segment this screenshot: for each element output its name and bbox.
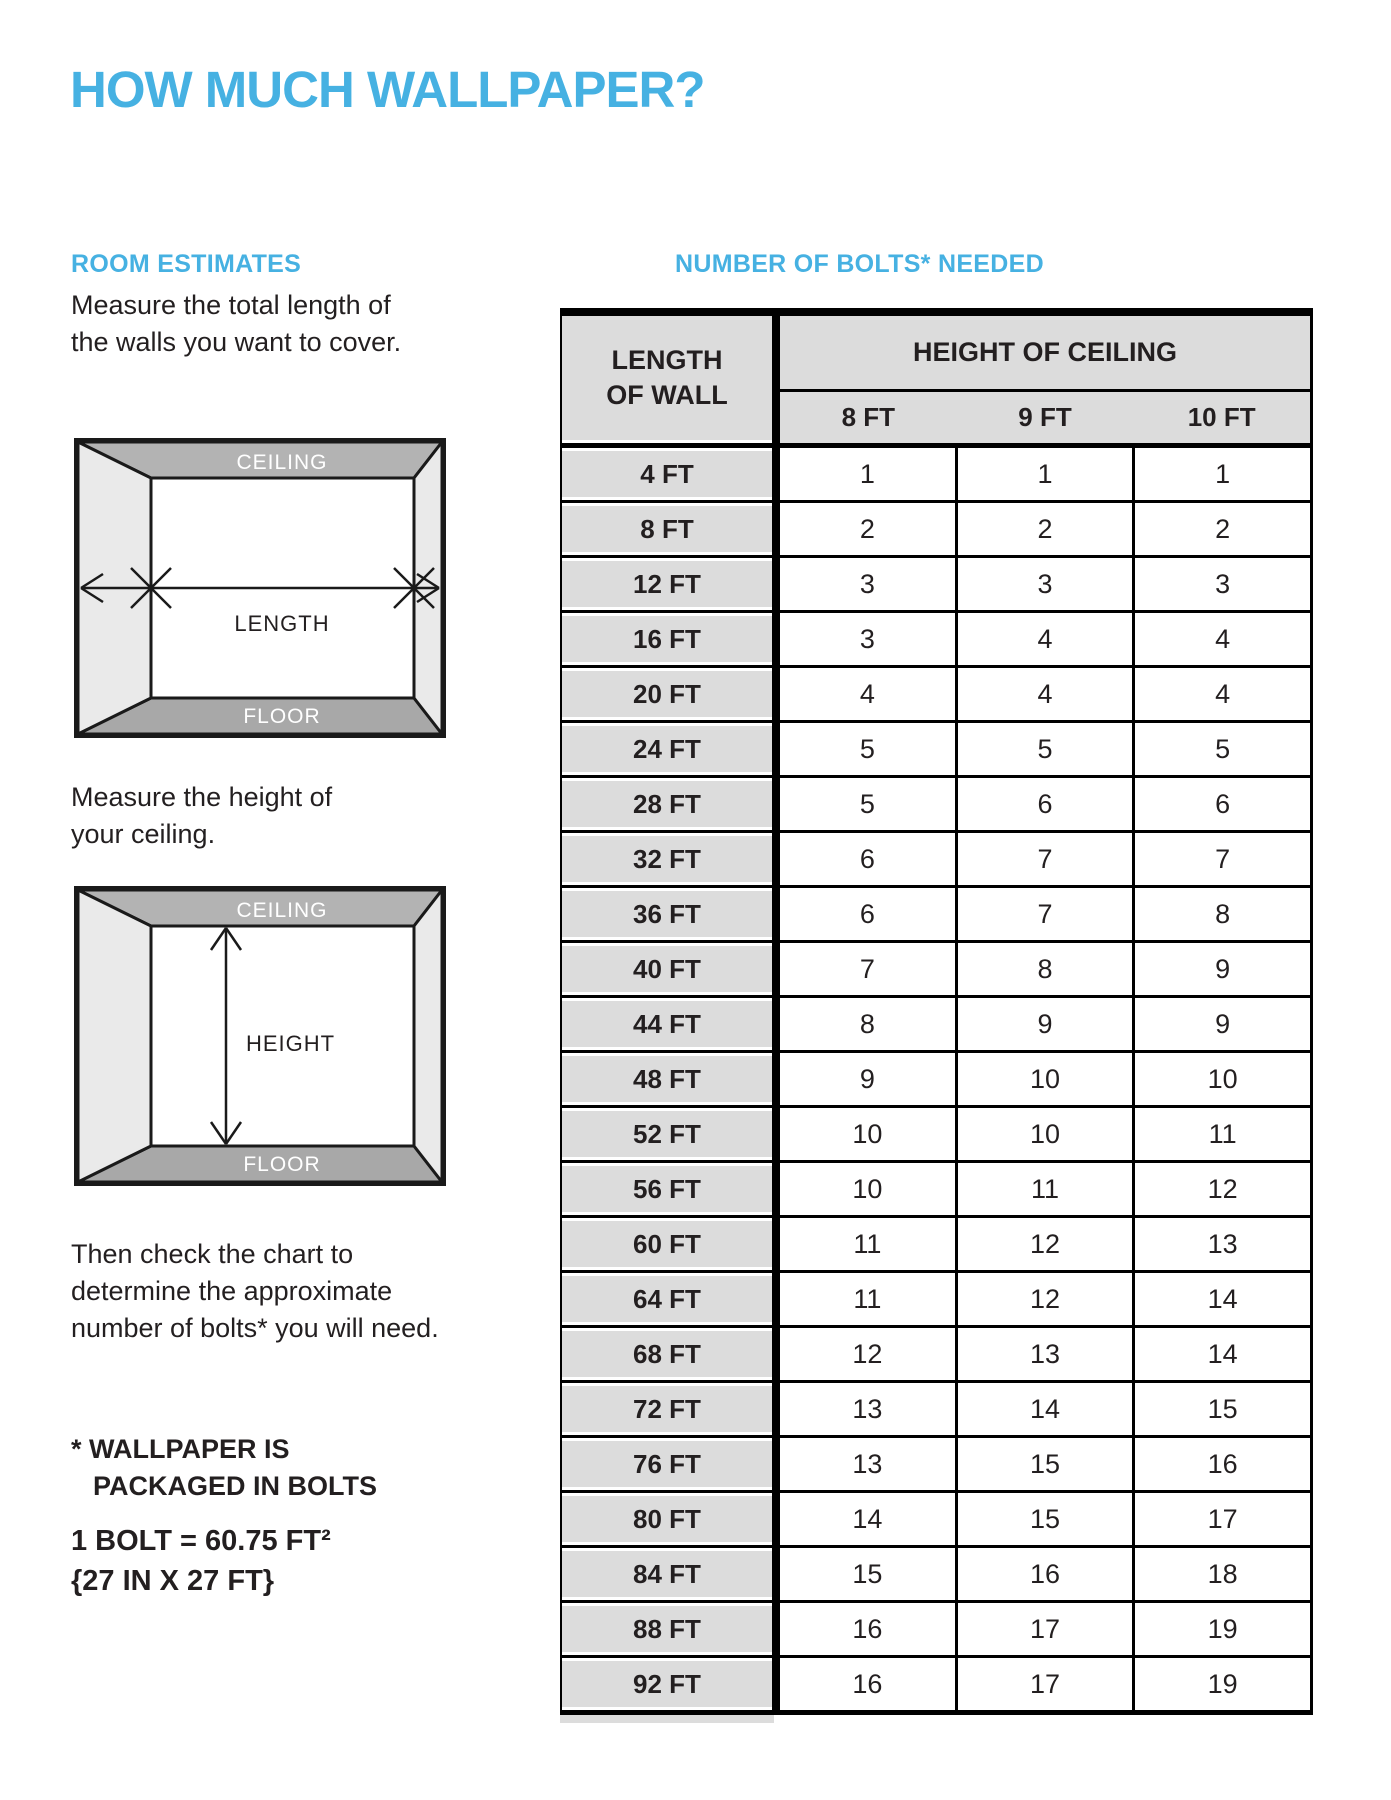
bolt-count-cell: 16 [1135, 1438, 1310, 1493]
row-label: 52 FT [562, 1111, 772, 1157]
bolt-count-cell: 8 [780, 998, 958, 1053]
bolt-count-cell: 12 [958, 1273, 1136, 1328]
row-label-cell [560, 1383, 772, 1438]
bolt-count-cell: 4 [1135, 668, 1310, 723]
bolt-count-cell: 3 [958, 558, 1136, 613]
bolt-count-cell: 9 [1135, 998, 1310, 1053]
table-row [560, 1548, 1310, 1603]
row-label: 92 FT [562, 1661, 772, 1707]
bolt-count-cell: 14 [1135, 1328, 1310, 1383]
paragraph-line: Measure the height of [71, 782, 333, 812]
bolt-count-cell: 4 [958, 668, 1136, 723]
row-label-cell [560, 668, 772, 723]
row-label-cell [560, 1053, 772, 1108]
row-label-cell [560, 1658, 772, 1710]
row-label: 60 FT [562, 1221, 772, 1267]
table-row [560, 1603, 1310, 1658]
bolt-count-cell: 9 [1135, 943, 1310, 998]
bolt-size-line2: {27 IN X 27 FT} [71, 1565, 275, 1597]
table-row [560, 448, 1310, 503]
bolt-count-cell: 2 [780, 503, 958, 558]
length-label: LENGTH [234, 611, 330, 636]
row-values [772, 1273, 1310, 1328]
row-label-cell [560, 1603, 772, 1658]
bolt-count-cell: 15 [958, 1438, 1136, 1493]
bolt-count-cell: 10 [780, 1163, 958, 1218]
row-values [772, 833, 1310, 888]
table-row [560, 668, 1310, 723]
bolt-count-cell: 13 [1135, 1218, 1310, 1273]
paragraph-line: Measure the total length of [71, 290, 391, 320]
row-values [772, 723, 1310, 778]
row-label-cell [560, 888, 772, 943]
row-values [772, 1328, 1310, 1383]
paragraph-line: number of bolts* you will need. [71, 1313, 439, 1343]
bolt-count-cell: 19 [1135, 1658, 1310, 1710]
column-header-8ft: 8 FT [841, 402, 896, 432]
row-values [772, 943, 1310, 998]
row-label-cell [560, 778, 772, 833]
row-values [772, 613, 1310, 668]
table-row [560, 888, 1310, 943]
row-values [772, 998, 1310, 1053]
row-label-cell [560, 943, 772, 998]
table-row [560, 778, 1310, 833]
bolt-count-cell: 5 [1135, 723, 1310, 778]
room-length-diagram [74, 438, 446, 738]
bolt-count-cell: 14 [780, 1493, 958, 1548]
table-gray-tail [560, 1715, 774, 1723]
bolt-count-cell: 14 [1135, 1273, 1310, 1328]
row-values [772, 1383, 1310, 1438]
bolt-count-cell: 11 [1135, 1108, 1310, 1163]
table-row [560, 998, 1310, 1053]
table-row [560, 1438, 1310, 1493]
room-height-diagram [74, 886, 446, 1186]
bolt-count-cell: 17 [958, 1603, 1136, 1658]
row-label: 40 FT [562, 946, 772, 992]
row-values [772, 1603, 1310, 1658]
bolt-count-cell: 3 [780, 558, 958, 613]
row-label: 80 FT [562, 1496, 772, 1542]
row-label-cell [560, 1548, 772, 1603]
paragraph-line: Then check the chart to [71, 1239, 354, 1269]
bolt-count-cell: 7 [780, 943, 958, 998]
row-label-cell [560, 613, 772, 668]
bolt-count-cell: 11 [780, 1273, 958, 1328]
bolt-count-cell: 1 [1135, 448, 1310, 503]
bolt-count-cell: 5 [780, 778, 958, 833]
row-values [772, 448, 1310, 503]
bolt-count-cell: 10 [1135, 1053, 1310, 1108]
table-header [560, 316, 1313, 448]
row-label: 64 FT [562, 1276, 772, 1322]
bolt-count-cell: 12 [1135, 1163, 1310, 1218]
row-label-cell [560, 448, 772, 503]
bolt-count-cell: 12 [958, 1218, 1136, 1273]
instruction-paragraph-height [71, 779, 332, 853]
bolt-count-cell: 2 [1135, 503, 1310, 558]
bolt-count-cell: 16 [958, 1548, 1136, 1603]
bolt-count-cell: 1 [780, 448, 958, 503]
row-label: 88 FT [562, 1606, 772, 1652]
row-label-cell [560, 833, 772, 888]
bolts-needed-heading: NUMBER OF BOLTS* NEEDED [675, 250, 1044, 278]
row-label: 84 FT [562, 1551, 772, 1597]
table-row [560, 833, 1310, 888]
row-label: 48 FT [562, 1056, 772, 1102]
bolt-count-cell: 4 [958, 613, 1136, 668]
row-label-cell [560, 558, 772, 613]
row-label: 16 FT [562, 616, 772, 662]
row-label: 4 FT [562, 451, 772, 497]
row-label-cell [560, 1163, 772, 1218]
ceiling-header-group [772, 316, 1310, 443]
row-values [772, 1163, 1310, 1218]
table-row [560, 1218, 1310, 1273]
bolt-count-cell: 3 [780, 613, 958, 668]
bolt-count-cell: 13 [780, 1438, 958, 1493]
bolt-count-cell: 15 [1135, 1383, 1310, 1438]
row-label-cell [560, 1273, 772, 1328]
table-top-bar [560, 308, 1313, 316]
floor-label: FLOOR [243, 1153, 321, 1176]
row-values [772, 1658, 1310, 1710]
column-headers-row [780, 392, 1310, 443]
bolt-count-cell: 16 [780, 1603, 958, 1658]
bolt-table-body [560, 448, 1313, 1715]
row-label-cell [560, 1218, 772, 1273]
corner-header-cell [560, 316, 772, 443]
table-row [560, 1658, 1310, 1710]
paragraph-line: your ceiling. [71, 819, 216, 849]
bolt-table [560, 308, 1313, 1715]
bolt-count-cell: 1 [958, 448, 1136, 503]
bolt-count-cell: 13 [958, 1328, 1136, 1383]
table-row [560, 1493, 1310, 1548]
row-label: 8 FT [562, 506, 772, 552]
bolt-count-cell: 15 [780, 1548, 958, 1603]
table-row [560, 723, 1310, 778]
bolt-count-cell: 11 [958, 1163, 1136, 1218]
column-header-9ft: 9 FT [1018, 402, 1072, 432]
row-label: 56 FT [562, 1166, 772, 1212]
row-values [772, 1218, 1310, 1273]
row-values [772, 668, 1310, 723]
row-label: 68 FT [562, 1331, 772, 1377]
row-label-cell [560, 1108, 772, 1163]
ceiling-label: CEILING [236, 451, 328, 474]
bolt-count-cell: 8 [1135, 888, 1310, 943]
bolt-count-cell: 17 [958, 1658, 1136, 1710]
paragraph-line: the walls you want to cover. [71, 327, 402, 357]
table-row [560, 503, 1310, 558]
bolt-count-cell: 6 [780, 888, 958, 943]
bolt-count-cell: 6 [1135, 778, 1310, 833]
row-label: 20 FT [562, 671, 772, 717]
bolt-count-cell: 14 [958, 1383, 1136, 1438]
bolt-count-cell: 4 [780, 668, 958, 723]
row-values [772, 1493, 1310, 1548]
room-estimates-heading: ROOM ESTIMATES [71, 250, 302, 278]
table-row [560, 1383, 1310, 1438]
row-label: 28 FT [562, 781, 772, 827]
bolts-footnote [71, 1431, 377, 1505]
bolt-count-cell: 7 [958, 833, 1136, 888]
table-row [560, 943, 1310, 998]
row-label: 12 FT [562, 561, 772, 607]
row-values [772, 503, 1310, 558]
row-label-cell [560, 1493, 772, 1548]
row-label: 72 FT [562, 1386, 772, 1432]
footnote-line: * WALLPAPER IS [71, 1434, 290, 1464]
row-label: 76 FT [562, 1441, 772, 1487]
bolt-count-cell: 7 [958, 888, 1136, 943]
bolt-count-cell: 4 [1135, 613, 1310, 668]
bolt-count-cell: 5 [958, 723, 1136, 778]
bolt-count-cell: 19 [1135, 1603, 1310, 1658]
length-of-wall-header [562, 316, 772, 440]
row-values [772, 778, 1310, 833]
bolt-count-cell: 10 [958, 1053, 1136, 1108]
bolt-count-cell: 6 [780, 833, 958, 888]
table-row [560, 613, 1310, 668]
row-label-cell [560, 503, 772, 558]
row-label: 36 FT [562, 891, 772, 937]
left-wall [78, 890, 151, 1182]
bolt-count-cell: 12 [780, 1328, 958, 1383]
footnote-line: PACKAGED IN BOLTS [93, 1471, 378, 1501]
ceiling-label: CEILING [236, 899, 328, 922]
table-row [560, 558, 1310, 613]
row-label: 44 FT [562, 1001, 772, 1047]
floor-label: FLOOR [243, 705, 321, 728]
row-label-cell [560, 1328, 772, 1383]
bolt-count-cell: 8 [958, 943, 1136, 998]
row-label: 32 FT [562, 836, 772, 882]
page-title: HOW MUCH WALLPAPER? [70, 61, 705, 118]
bolt-count-cell: 9 [780, 1053, 958, 1108]
bolt-count-cell: 16 [780, 1658, 958, 1710]
table-row [560, 1053, 1310, 1108]
row-values [772, 1548, 1310, 1603]
header-line: OF WALL [606, 380, 728, 410]
row-label-cell [560, 723, 772, 778]
bolt-count-cell: 6 [958, 778, 1136, 833]
bolt-count-cell: 18 [1135, 1548, 1310, 1603]
table-row [560, 1163, 1310, 1218]
instruction-paragraph-length [71, 287, 401, 361]
table-row [560, 1273, 1310, 1328]
right-wall [414, 890, 442, 1182]
bolt-size-line1: 1 BOLT = 60.75 FT² [71, 1525, 331, 1557]
bolt-count-cell: 11 [780, 1218, 958, 1273]
row-label: 24 FT [562, 726, 772, 772]
row-values [772, 558, 1310, 613]
bolt-count-cell: 10 [958, 1108, 1136, 1163]
bolt-count-cell: 5 [780, 723, 958, 778]
height-label: HEIGHT [246, 1031, 336, 1056]
column-header-10ft: 10 FT [1187, 402, 1256, 432]
row-values [772, 1438, 1310, 1493]
bolt-count-cell: 7 [1135, 833, 1310, 888]
row-values [772, 1108, 1310, 1163]
instruction-paragraph-chart [71, 1236, 439, 1347]
row-label-cell [560, 998, 772, 1053]
bolt-count-cell: 3 [1135, 558, 1310, 613]
bolt-count-cell: 9 [958, 998, 1136, 1053]
bolt-count-cell: 10 [780, 1108, 958, 1163]
bolt-count-cell: 17 [1135, 1493, 1310, 1548]
bolt-count-cell: 2 [958, 503, 1136, 558]
row-label-cell [560, 1438, 772, 1493]
bolt-count-cell: 15 [958, 1493, 1136, 1548]
paragraph-line: determine the approximate [71, 1276, 393, 1306]
table-row [560, 1108, 1310, 1163]
table-row [560, 1328, 1310, 1383]
row-values [772, 1053, 1310, 1108]
row-values [772, 888, 1310, 943]
header-line: LENGTH [611, 345, 723, 375]
bolt-count-cell: 13 [780, 1383, 958, 1438]
height-of-ceiling-header: HEIGHT OF CEILING [780, 316, 1310, 392]
